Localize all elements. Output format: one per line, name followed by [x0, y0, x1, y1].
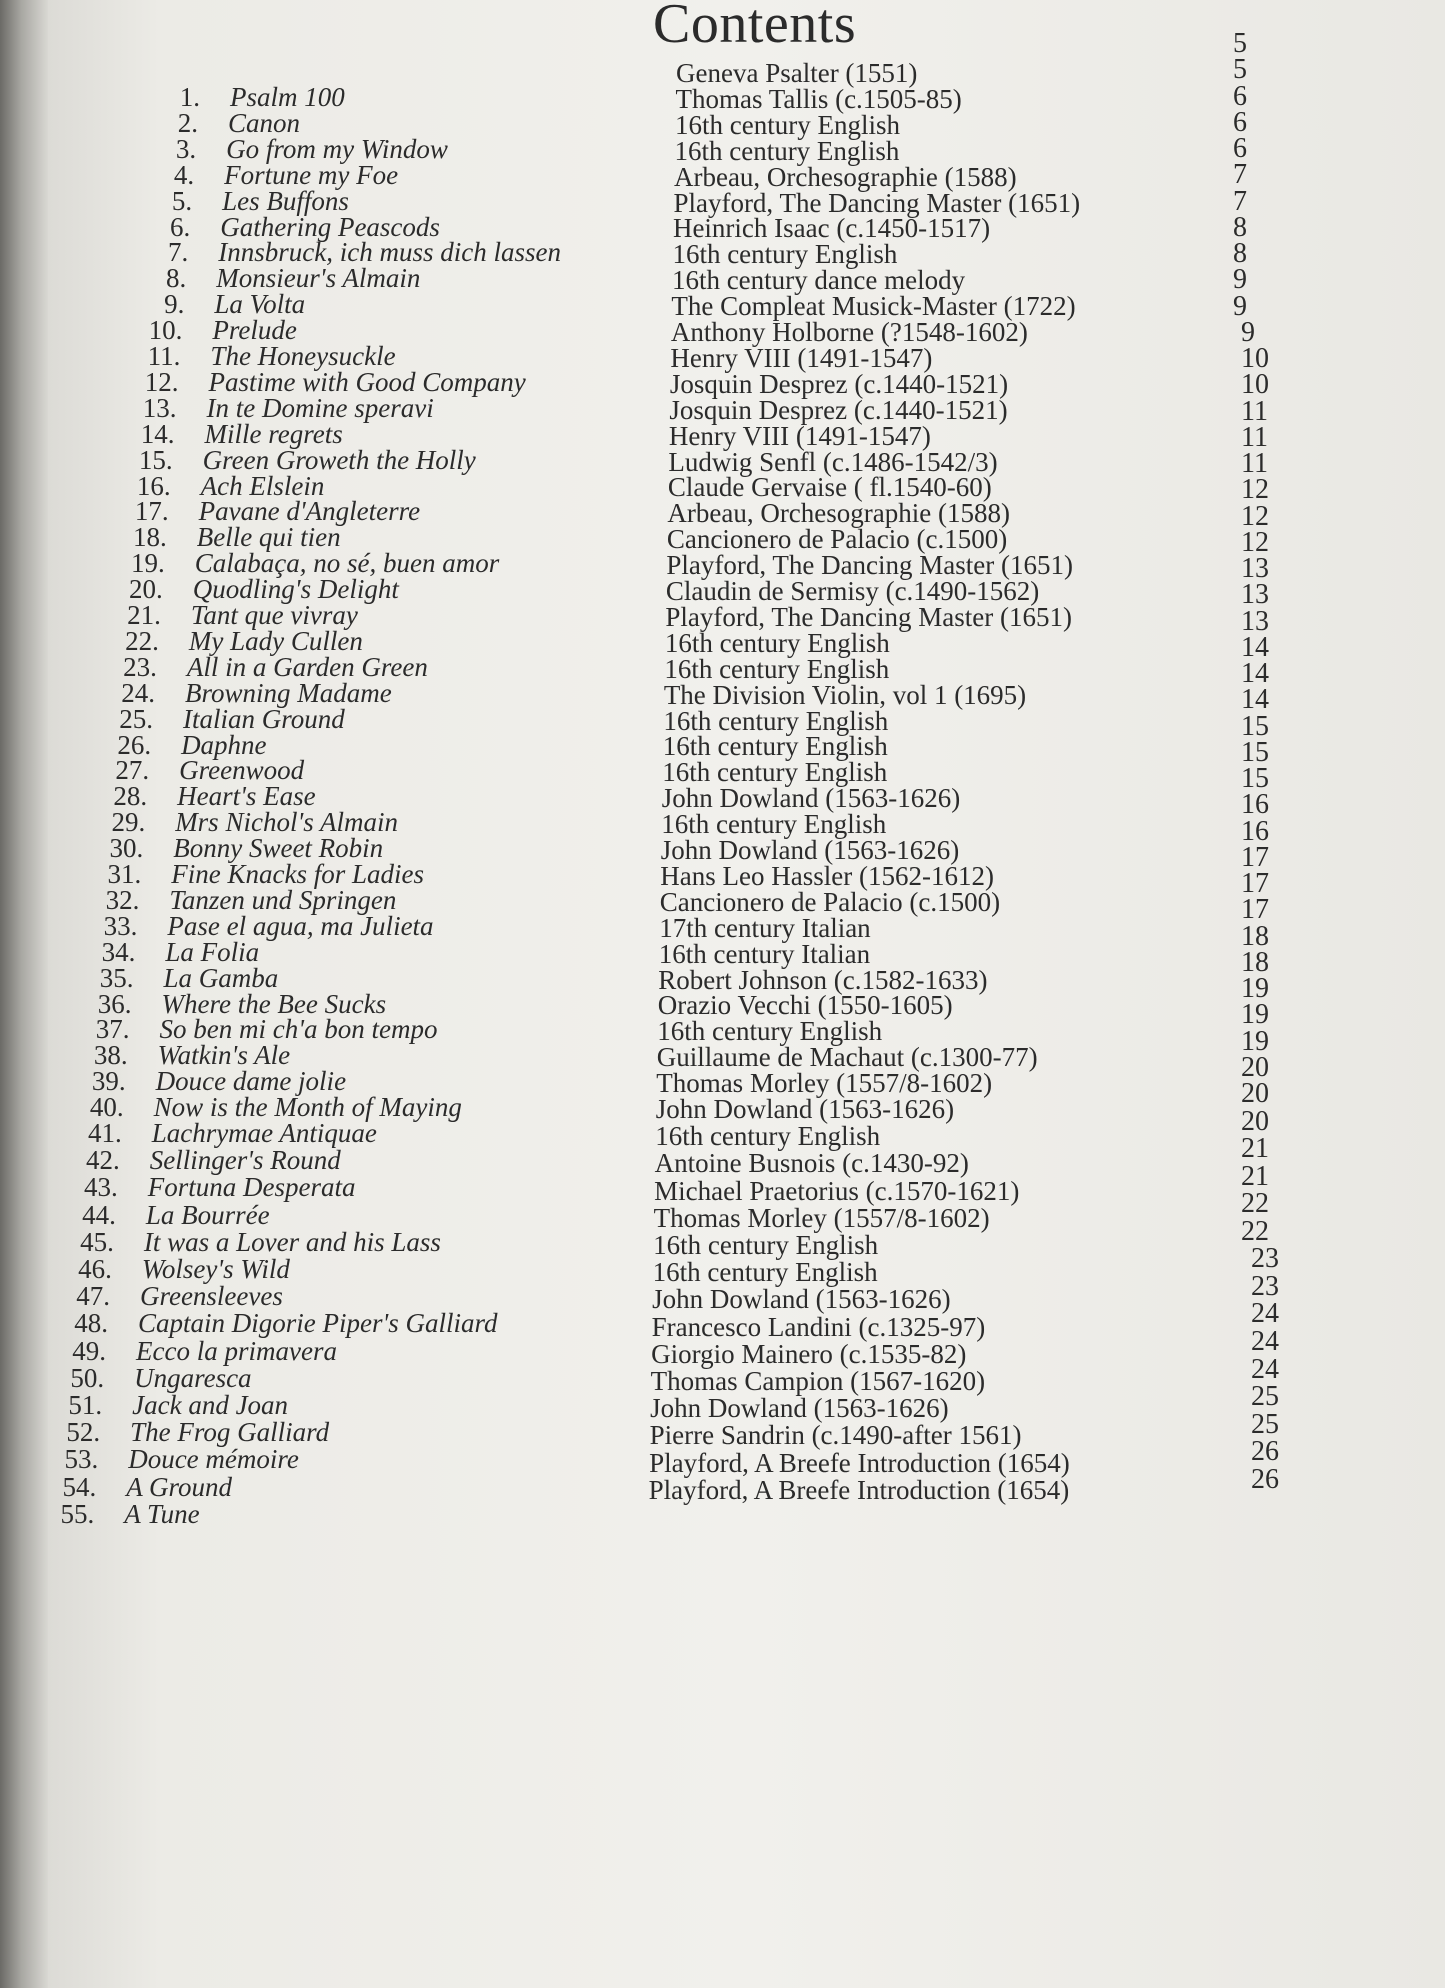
- entry-title: Douce mémoire: [128, 1444, 299, 1475]
- entry-title: Quodling's Delight: [192, 574, 399, 605]
- entry-page: 6: [1233, 133, 1247, 164]
- entry-source: 16th century English: [663, 705, 889, 736]
- entry-source: Anthony Holborne (?1548-1602): [670, 317, 1028, 347]
- entry-title: Calabaça, no sé, buen amor: [194, 548, 500, 579]
- entry-number: 18.: [132, 522, 167, 553]
- entry-page: 17: [1241, 841, 1269, 873]
- entry-page: 20: [1241, 1051, 1269, 1083]
- entry-page: 15: [1241, 710, 1269, 742]
- entry-page: 26: [1251, 1463, 1279, 1495]
- entry-title: Fine Knacks for Ladies: [171, 859, 424, 889]
- entry-number: 26.: [117, 729, 152, 760]
- entry-source: 16th century English: [662, 757, 888, 788]
- entry-title: Ungaresca: [134, 1362, 252, 1393]
- entry-number: 11.: [147, 341, 181, 371]
- entry-page: 7: [1233, 159, 1247, 191]
- entry-page: 18: [1241, 946, 1269, 978]
- entry-title: Tant que vivray: [190, 600, 358, 630]
- entry-number: 9.: [164, 289, 185, 320]
- entry-title: Pase el agua, ma Julieta: [167, 910, 434, 941]
- entry-title: Belle qui tien: [196, 522, 341, 553]
- entry-page: 6: [1233, 80, 1247, 112]
- entry-source: 16th century English: [655, 1121, 881, 1152]
- entry-title: Pavane d'Angleterre: [198, 496, 421, 527]
- entry-source: Claudin de Sermisy (c.1490-1562): [665, 576, 1040, 606]
- entry-source: John Dowland (1563-1626): [655, 1094, 955, 1124]
- entry-source: 16th century English: [664, 653, 890, 684]
- entry-source: Henry VIII (1491-1547): [670, 342, 933, 373]
- entry-number: 5.: [171, 185, 193, 216]
- entry-source: Orazio Vecchi (1550-1605): [657, 990, 953, 1021]
- entry-page: 14: [1241, 631, 1269, 663]
- entry-number: 20.: [129, 574, 163, 605]
- entry-title: La Volta: [214, 289, 306, 320]
- entry-source: Arbeau, Orchesographie (1588): [673, 161, 1017, 192]
- entry-page: 17: [1241, 868, 1269, 899]
- entry-title: La Gamba: [163, 962, 279, 993]
- entry-number: 10.: [148, 315, 183, 346]
- entry-page: 13: [1241, 579, 1269, 611]
- entry-title: Mrs Nichol's Almain: [175, 807, 398, 838]
- entry-number: 49.: [72, 1335, 107, 1366]
- entry-title: In te Domine speravi: [206, 392, 434, 423]
- entry-title: Psalm 100: [230, 82, 345, 112]
- entry-source: Giorgio Mainero (c.1535-82): [651, 1338, 967, 1369]
- entry-source: Thomas Morley (1557/8-1602): [656, 1068, 993, 1099]
- entry-number: 3.: [175, 133, 197, 164]
- entry-title: Gathering Peascods: [220, 211, 440, 242]
- entry-page: 5: [1233, 54, 1247, 86]
- entry-title: The Honeysuckle: [210, 341, 396, 371]
- entry-page: 21: [1241, 1160, 1269, 1192]
- entry-title: Daphne: [181, 729, 267, 760]
- entry-number: 41.: [87, 1118, 122, 1148]
- entry-title: Heart's Ease: [177, 781, 316, 812]
- entry-source: John Dowland (1563-1626): [661, 783, 961, 814]
- entry-page: 19: [1241, 973, 1269, 1004]
- entry-source: Ludwig Senfl (c.1486-1542/3): [668, 446, 998, 477]
- entry-number: 29.: [111, 807, 146, 838]
- entry-title: Jack and Joan: [132, 1390, 289, 1420]
- entry-title: The Frog Galliard: [130, 1417, 330, 1448]
- entry-number: 17.: [134, 496, 169, 527]
- entry-source: Claude Gervaise ( fl.1540-60): [667, 472, 992, 503]
- entry-page: 13: [1241, 605, 1269, 637]
- entry-source: Geneva Psalter (1551): [676, 58, 918, 88]
- entry-page: 22: [1241, 1215, 1269, 1247]
- entry-page: 16: [1241, 815, 1269, 847]
- entry-number: 8.: [166, 263, 187, 294]
- entry-source: 16th century English: [661, 809, 887, 840]
- entry-page: 26: [1251, 1436, 1279, 1468]
- entry-number: 35.: [99, 962, 134, 993]
- entry-number: 33.: [103, 910, 138, 941]
- entry-source: 16th century English: [653, 1230, 879, 1260]
- entry-page: 12: [1241, 474, 1269, 506]
- entry-page: 23: [1251, 1270, 1279, 1302]
- entry-source: 16th century English: [674, 135, 900, 166]
- entry-title: Go from my Window: [226, 133, 448, 164]
- entry-title: Green Groweth the Holly: [202, 444, 476, 475]
- entry-number: 4.: [173, 159, 195, 190]
- entry-source: 16th century English: [657, 1016, 883, 1047]
- entry-number: 46.: [78, 1254, 112, 1284]
- entry-number: 54.: [62, 1471, 97, 1502]
- entry-source: Guillaume de Machaut (c.1300-77): [656, 1042, 1038, 1073]
- entry-number: 48.: [74, 1308, 108, 1339]
- entry-title: Sellinger's Round: [149, 1145, 341, 1176]
- entry-title: Greensleeves: [139, 1281, 283, 1312]
- entry-source: 16th century English: [664, 627, 890, 658]
- entry-source: Thomas Morley (1557/8-1602): [653, 1202, 990, 1233]
- entry-number: 1.: [179, 82, 200, 112]
- entry-title: Mille regrets: [204, 418, 343, 449]
- entry-source: 16th century English: [662, 731, 888, 762]
- entry-page: 17: [1241, 894, 1269, 926]
- entry-page: 9: [1233, 290, 1247, 322]
- entry-source: Cancionero de Palacio (c.1500): [666, 524, 1008, 555]
- entry-title: Browning Madame: [184, 677, 392, 708]
- entry-page: 6: [1233, 106, 1247, 138]
- entry-title: Fortune my Foe: [224, 159, 399, 190]
- entry-source: Antoine Busnois (c.1430-92): [654, 1148, 969, 1179]
- entry-source: 16th century English: [652, 1257, 878, 1288]
- entry-number: 32.: [105, 884, 140, 915]
- entry-source: Heinrich Isaac (c.1450-1517): [672, 213, 991, 244]
- entry-source: 16th century Italian: [658, 938, 871, 969]
- entry-number: 44.: [82, 1199, 116, 1230]
- entry-page: 20: [1241, 1078, 1269, 1109]
- entry-page: 19: [1241, 999, 1269, 1031]
- entry-page: 11: [1241, 421, 1268, 453]
- contents-page: [48, 0, 1445, 1988]
- entry-source: Playford, The Dancing Master (1651): [673, 187, 1081, 218]
- entry-page: 10: [1241, 343, 1269, 374]
- entry-number: 47.: [76, 1281, 110, 1312]
- entry-page: 14: [1241, 684, 1269, 716]
- entry-title: A Tune: [124, 1498, 200, 1529]
- entry-source: Playford, The Dancing Master (1651): [665, 601, 1072, 632]
- entry-title: Tanzen und Springen: [169, 884, 397, 915]
- entry-source: Josquin Desprez (c.1440-1521): [669, 394, 1008, 425]
- entry-source: Thomas Campion (1567-1620): [650, 1366, 986, 1396]
- entry-page: 14: [1241, 658, 1269, 689]
- entry-number: 23.: [123, 651, 157, 682]
- entry-source: John Dowland (1563-1626): [652, 1284, 951, 1315]
- entry-number: 50.: [70, 1362, 105, 1393]
- entry-number: 31.: [107, 859, 142, 889]
- entry-title: Wolsey's Wild: [141, 1254, 290, 1284]
- entry-source: 16th century English: [674, 109, 900, 140]
- entry-title: Captain Digorie Piper's Galliard: [137, 1308, 498, 1339]
- entry-source: Robert Johnson (c.1582-1633): [658, 964, 988, 995]
- entry-page: 21: [1241, 1133, 1269, 1165]
- entry-number: 6.: [169, 211, 191, 242]
- entry-source: Francesco Landini (c.1325-97): [651, 1311, 986, 1342]
- entry-title: Monsieur's Almain: [216, 263, 421, 294]
- entry-page: 25: [1251, 1381, 1279, 1413]
- entry-title: Prelude: [212, 315, 297, 346]
- entry-number: 12.: [144, 366, 179, 397]
- entry-number: 34.: [101, 936, 136, 967]
- entry-source: Michael Praetorius (c.1570-1621): [654, 1175, 1020, 1206]
- entry-title: Ecco la primavera: [136, 1335, 337, 1366]
- entry-source: Playford, The Dancing Master (1651): [666, 550, 1073, 581]
- entry-title: Italian Ground: [183, 703, 345, 734]
- entry-number: 52.: [66, 1417, 101, 1448]
- entry-number: 24.: [121, 677, 155, 708]
- entry-number: 45.: [80, 1226, 114, 1257]
- entry-number: 53.: [64, 1444, 99, 1475]
- entry-number: 39.: [91, 1066, 126, 1097]
- entry-page: 24: [1251, 1298, 1279, 1330]
- entry-page: 11: [1241, 395, 1268, 427]
- entry-source: 17th century Italian: [659, 912, 871, 943]
- entry-number: 55.: [60, 1498, 95, 1529]
- entry-page: 9: [1241, 316, 1255, 348]
- entry-page: 19: [1241, 1025, 1269, 1057]
- entry-source: The Division Violin, vol 1 (1695): [663, 679, 1027, 710]
- entry-title: Douce dame jolie: [155, 1066, 347, 1097]
- entry-source: John Dowland (1563-1626): [660, 835, 960, 865]
- entry-title: Canon: [228, 107, 301, 138]
- entry-title: My Lady Cullen: [188, 625, 363, 656]
- entry-title: Pastime with Good Company: [208, 366, 526, 397]
- entry-number: 19.: [131, 548, 165, 579]
- entry-source: Hans Leo Hassler (1562-1612): [660, 860, 994, 891]
- entry-page: 12: [1241, 500, 1269, 532]
- entry-number: 25.: [119, 703, 154, 734]
- entry-title: Bonny Sweet Robin: [173, 833, 384, 864]
- entry-number: 16.: [136, 470, 171, 501]
- entry-page: 10: [1241, 369, 1269, 401]
- entry-number: 27.: [115, 755, 150, 786]
- entry-number: 21.: [127, 600, 161, 630]
- entry-number: 28.: [113, 781, 148, 812]
- entry-number: 2.: [177, 107, 199, 138]
- entry-page: 24: [1251, 1325, 1279, 1357]
- entry-page: 24: [1251, 1353, 1279, 1385]
- entry-title: La Folia: [165, 936, 260, 967]
- entry-source: Henry VIII (1491-1547): [668, 420, 931, 451]
- entry-title: La Bourrée: [145, 1199, 270, 1230]
- entry-title: So ben mi ch'a bon tempo: [159, 1014, 438, 1045]
- entry-number: 14.: [140, 418, 175, 449]
- entry-title: Ach Elslein: [200, 470, 325, 501]
- entry-number: 42.: [85, 1145, 120, 1176]
- entry-number: 43.: [84, 1172, 118, 1203]
- entry-title: All in a Garden Green: [186, 651, 428, 682]
- entry-source: Cancionero de Palacio (c.1500): [659, 886, 1001, 917]
- entry-title: Watkin's Ale: [157, 1040, 291, 1071]
- entry-number: 36.: [97, 988, 132, 1019]
- entry-page: 15: [1241, 736, 1269, 768]
- entry-page: 12: [1241, 526, 1269, 558]
- entry-page: 5: [1233, 28, 1247, 59]
- entry-source: 16th century dance melody: [671, 265, 966, 296]
- entry-number: 15.: [138, 444, 173, 475]
- entry-title: Innsbruck, ich muss dich lassen: [218, 237, 561, 268]
- entry-page: 23: [1251, 1243, 1279, 1275]
- entry-page: 13: [1241, 553, 1269, 584]
- page-title: Contents: [653, 0, 857, 55]
- entry-title: Where the Bee Sucks: [161, 988, 387, 1019]
- entry-source: Pierre Sandrin (c.1490-after 1561): [649, 1420, 1022, 1451]
- entry-page: 11: [1241, 448, 1268, 479]
- entry-source: Arbeau, Orchesographie (1588): [667, 498, 1010, 529]
- entry-title: Greenwood: [179, 755, 305, 786]
- entry-source: Thomas Tallis (c.1505-85): [675, 83, 962, 114]
- entry-page: 20: [1241, 1105, 1269, 1137]
- entry-title: A Ground: [126, 1471, 233, 1502]
- entry-title: It was a Lover and his Lass: [143, 1226, 441, 1257]
- entry-title: Lachrymae Antiquae: [151, 1118, 377, 1148]
- entry-number: 30.: [109, 833, 144, 864]
- entry-page: 25: [1251, 1408, 1279, 1440]
- entry-title: Now is the Month of Maying: [153, 1092, 462, 1123]
- entry-page: 18: [1241, 920, 1269, 952]
- entry-title: Les Buffons: [222, 185, 349, 216]
- entry-source: 16th century English: [672, 239, 898, 270]
- entry-page: 9: [1233, 264, 1247, 296]
- entry-page: 15: [1241, 763, 1269, 794]
- entry-page: 7: [1233, 185, 1247, 217]
- entry-page: 8: [1233, 211, 1247, 243]
- entry-number: 13.: [142, 392, 177, 423]
- entry-page: 22: [1241, 1188, 1269, 1220]
- entry-number: 7.: [168, 237, 189, 268]
- entry-number: 22.: [125, 625, 159, 656]
- entry-title: Fortuna Desperata: [147, 1172, 356, 1203]
- entry-source: The Compleat Musick-Master (1722): [671, 291, 1076, 322]
- entry-page: 8: [1233, 238, 1247, 269]
- book-spine-shadow: [0, 0, 48, 1988]
- entry-page: 16: [1241, 789, 1269, 821]
- entry-number: 40.: [89, 1092, 124, 1123]
- entry-source: Josquin Desprez (c.1440-1521): [669, 368, 1009, 399]
- entry-number: 51.: [68, 1390, 103, 1420]
- entry-source: Playford, A Breefe Introduction (1654): [649, 1447, 1070, 1478]
- entry-source: John Dowland (1563-1626): [650, 1393, 949, 1424]
- entry-number: 38.: [93, 1040, 128, 1071]
- entry-number: 37.: [95, 1014, 130, 1045]
- entry-source: Playford, A Breefe Introduction (1654): [648, 1474, 1070, 1505]
